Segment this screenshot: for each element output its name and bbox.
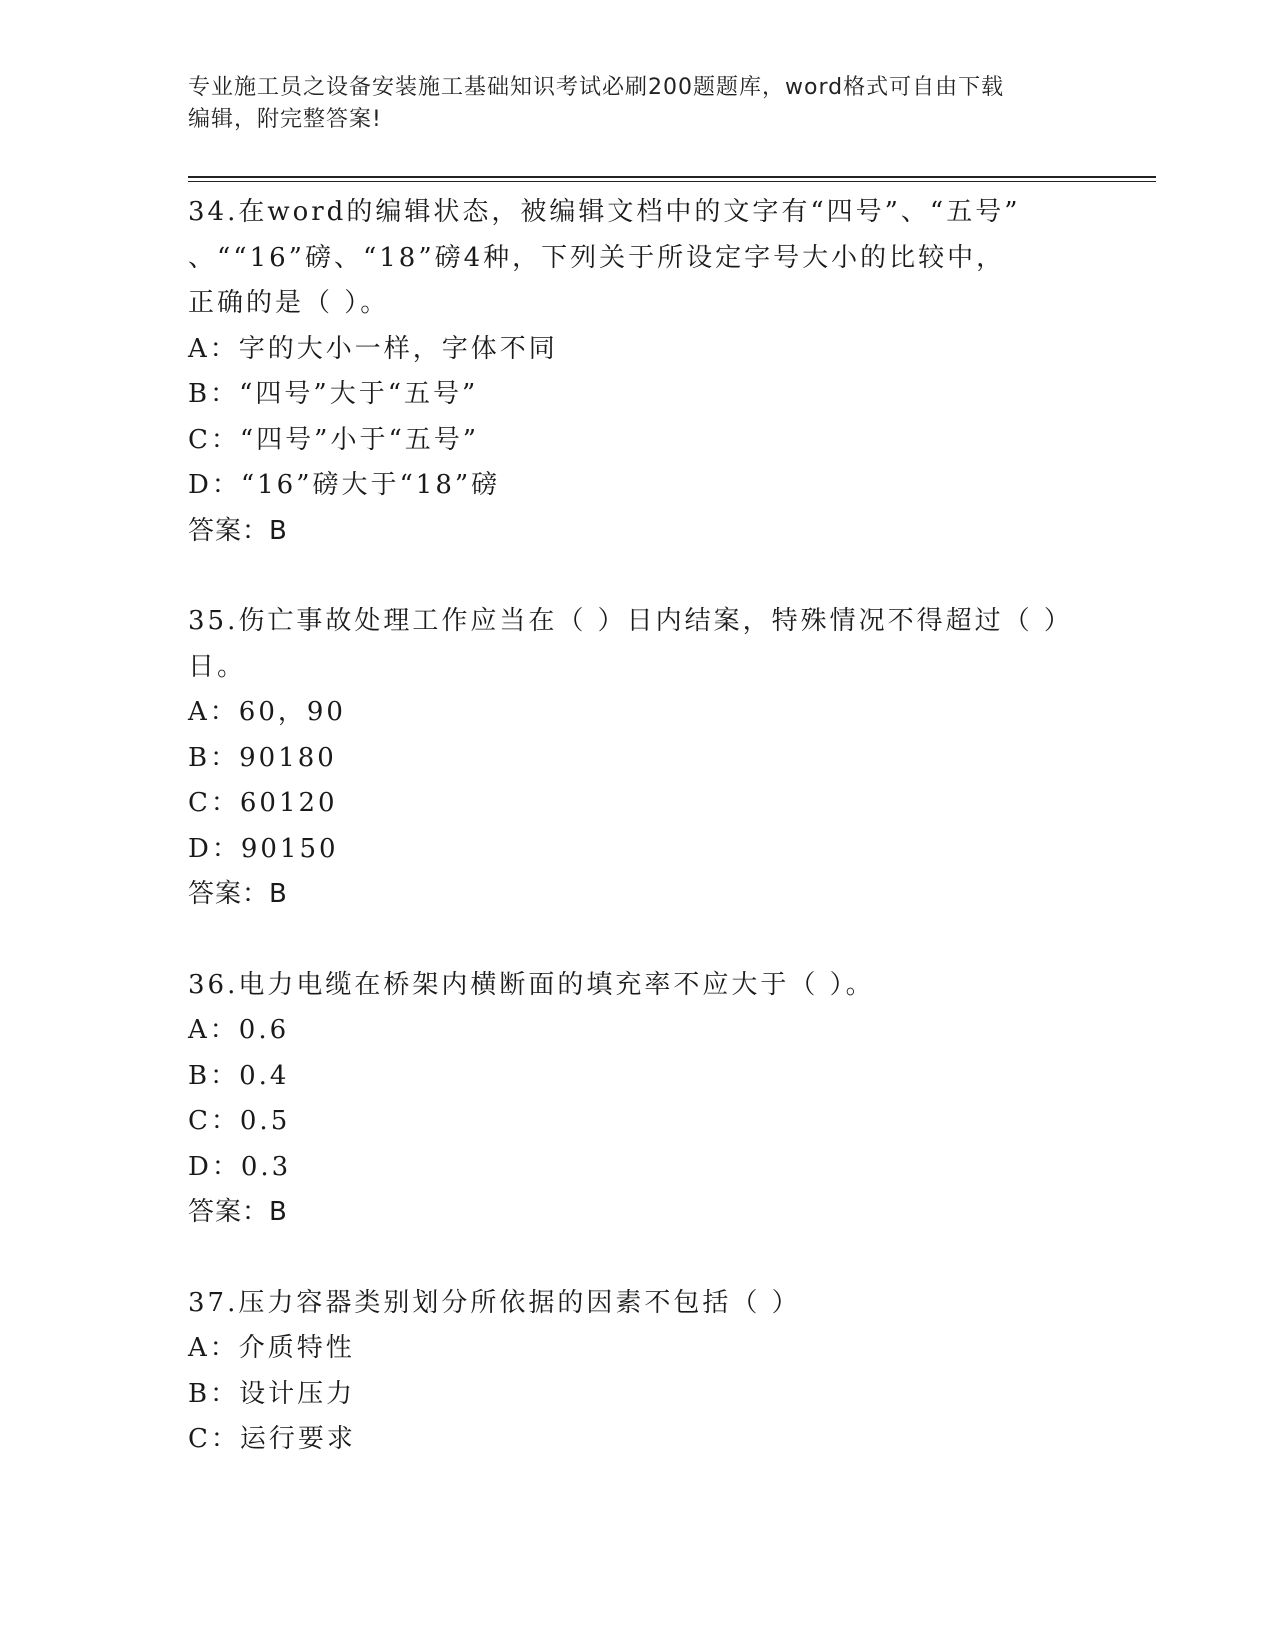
question-stem-line: 35.伤亡事故处理工作应当在（ ）日内结案，特殊情况不得超过（ ） [188, 606, 1073, 636]
question-stem-line: 日。 [188, 651, 247, 682]
question-stem-line: 34.在word的编辑状态，被编辑文档中的文字有“四号”、“五号” [188, 197, 1021, 227]
question-37 [188, 1281, 1068, 1463]
option-c: C：60120 [188, 788, 338, 818]
document-header [188, 72, 1068, 136]
question-stem-line: 、““16”磅、“18”磅4种，下列关于所设定字号大小的比较中， [188, 242, 1006, 273]
header-title-line-2: 编辑，附完整答案! [188, 107, 382, 132]
answer-label: 答案：B [188, 879, 288, 909]
question-stem-line: 正确的是（ ）。 [188, 288, 390, 318]
option-d: D：90150 [188, 833, 339, 864]
option-a: A：0.6 [188, 1015, 290, 1045]
option-c: C：0.5 [188, 1106, 291, 1136]
option-d: D：0.3 [188, 1151, 292, 1182]
question-36 [188, 963, 1068, 1236]
option-c: C：“四号”小于“五号” [188, 424, 480, 455]
answer-label: 答案：B [188, 1197, 288, 1227]
header-divider-thick [188, 176, 1156, 178]
option-a: A：介质特性 [188, 1333, 355, 1363]
option-a: A：字的大小一样，字体不同 [188, 333, 558, 364]
question-list [188, 190, 1073, 1463]
option-b: B：“四号”大于“五号” [188, 379, 479, 409]
question-35 [188, 599, 1073, 918]
question-stem-line: 37.压力容器类别划分所依据的因素不包括（ ） [188, 1287, 801, 1318]
header-divider-thin [188, 181, 1156, 182]
question-34 [188, 190, 1068, 554]
option-b: B：设计压力 [188, 1378, 356, 1409]
question-stem-line: 36.电力电缆在桥架内横断面的填充率不应大于（ ）。 [188, 969, 875, 1000]
option-b: B：90180 [188, 742, 337, 773]
header-title-line-1: 专业施工员之设备安装施工基础知识考试必刷200题题库，word格式可自由下载 [188, 75, 1005, 100]
answer-label: 答案：B [188, 515, 288, 546]
option-a: A：60，90 [188, 697, 346, 727]
option-d: D：“16”磅大于“18”磅 [188, 470, 501, 500]
option-c: C：运行要求 [188, 1424, 356, 1454]
option-b: B：0.4 [188, 1060, 290, 1091]
